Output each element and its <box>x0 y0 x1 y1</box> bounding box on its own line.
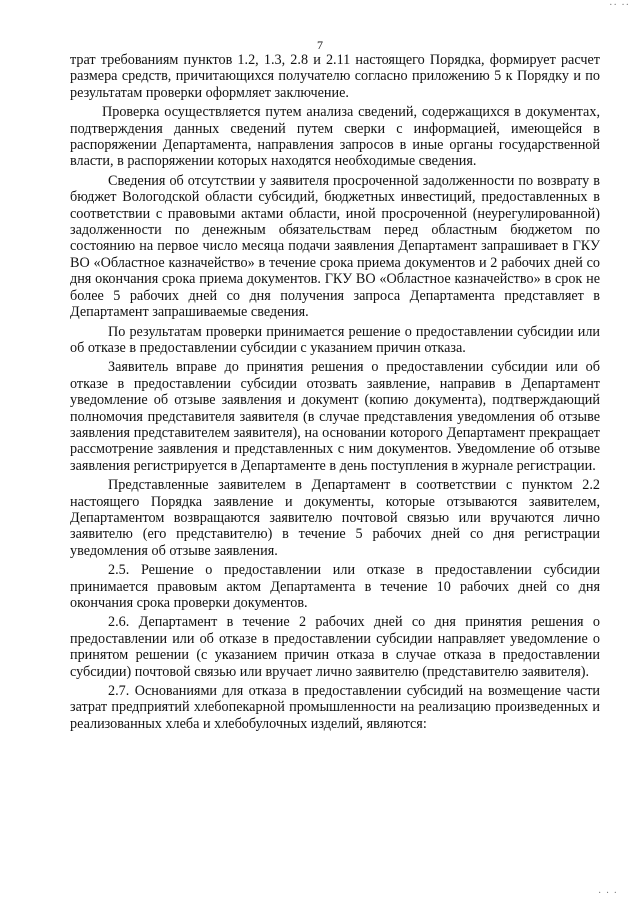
paragraph: Проверка осуществляется путем анализа сведений, содержащихся в документах, подтверждения данных сведений путем сверки с информацией, имеющейся в распоряжении Департамента, направления запросов в иные органы государственной власти, в распоряжении которых находятся необходимые сведения. <box>70 104 600 170</box>
paragraph: По результатам проверки принимается решение о предоставлении субсидии или об отказе в предоставлении субсидии с указанием причин отказа. <box>70 323 600 356</box>
paragraph: Представленные заявителем в Департамент в соответствии с пунктом 2.2 настоящего Порядка заявление и документы, которые отзываются заявителем, Департаментом возвращаются заявителю почтовой связью или вручаются лично заявителю (его представителю) в течение 5 рабочих дней со дня регистрации уведомления об отзыве заявления. <box>70 477 600 559</box>
scan-mark-top: ·· ·· <box>609 0 630 11</box>
paragraph: 2.5. Решение о предоставлении или отказе в предоставлении субсидии принимается правовым актом Департамента в течение 10 рабочих дней со дня окончания срока проверки документов. <box>70 562 600 611</box>
page-number: 7 <box>317 38 323 52</box>
paragraph: 2.6. Департамент в течение 2 рабочих дней со дня принятия решения о предоставлении или об отказе в предоставлении субсидии направляет уведомление о принятом решении (с указанием причин отказа в случае отказа в предоставлении субсидии) почтовой связью или вручает лично заявителю (представителю заявителя). <box>70 614 600 680</box>
paragraph: Сведения об отсутствии у заявителя просроченной задолженности по возврату в бюджет Вологодской области субсидий, бюджетных инвестиций, предоставленных в соответствии с правовыми актами области, иной просроченной (неурегулированной) задолженности по денежным обязательствам перед областным бюджетом по состоянию на первое число месяца подачи заявления Департамент запрашивает в ГКУ ВО «Областное казначейство» в течение срока приема документов и 2 рабочих дней со дня окончания срока приема документов. ГКУ ВО «Областное казначейство» в срок не более 5 рабочих дней со дня получения запроса Департамента представляет в Департамент запрашиваемые сведения. <box>70 172 600 321</box>
paragraph: трат требованиям пунктов 1.2, 1.3, 2.8 и 2.11 настоящего Порядка, формирует расчет размера средств, причитающихся получателю согласно приложению 5 к Порядку и по результатам проверки оформляет заключение. <box>70 52 600 101</box>
scan-mark-bottom: · · · <box>598 888 618 899</box>
paragraph: 2.7. Основаниями для отказа в предоставлении субсидий на возмещение части затрат предприятий хлебопекарной промышленности на реализацию произведенных и реализованных хлеба и хлебобулочных изделий, являются: <box>70 683 600 732</box>
document-body <box>70 52 600 735</box>
paragraph: Заявитель вправе до принятия решения о предоставлении субсидии или об отказе в предоставлении субсидии отозвать заявление, направив в Департамент уведомление об отзыве заявления и документ (копию документа), подтверждающий полномочия представителя заявителя (в случае представления уведомления об отзыве заявления представителем заявителя), на основании которого Департамент прекращает рассмотрение заявления и представленных с ним документов. Уведомление об отзыве заявления регистрируется в Департаменте в день поступления в журнале регистрации. <box>70 359 600 474</box>
